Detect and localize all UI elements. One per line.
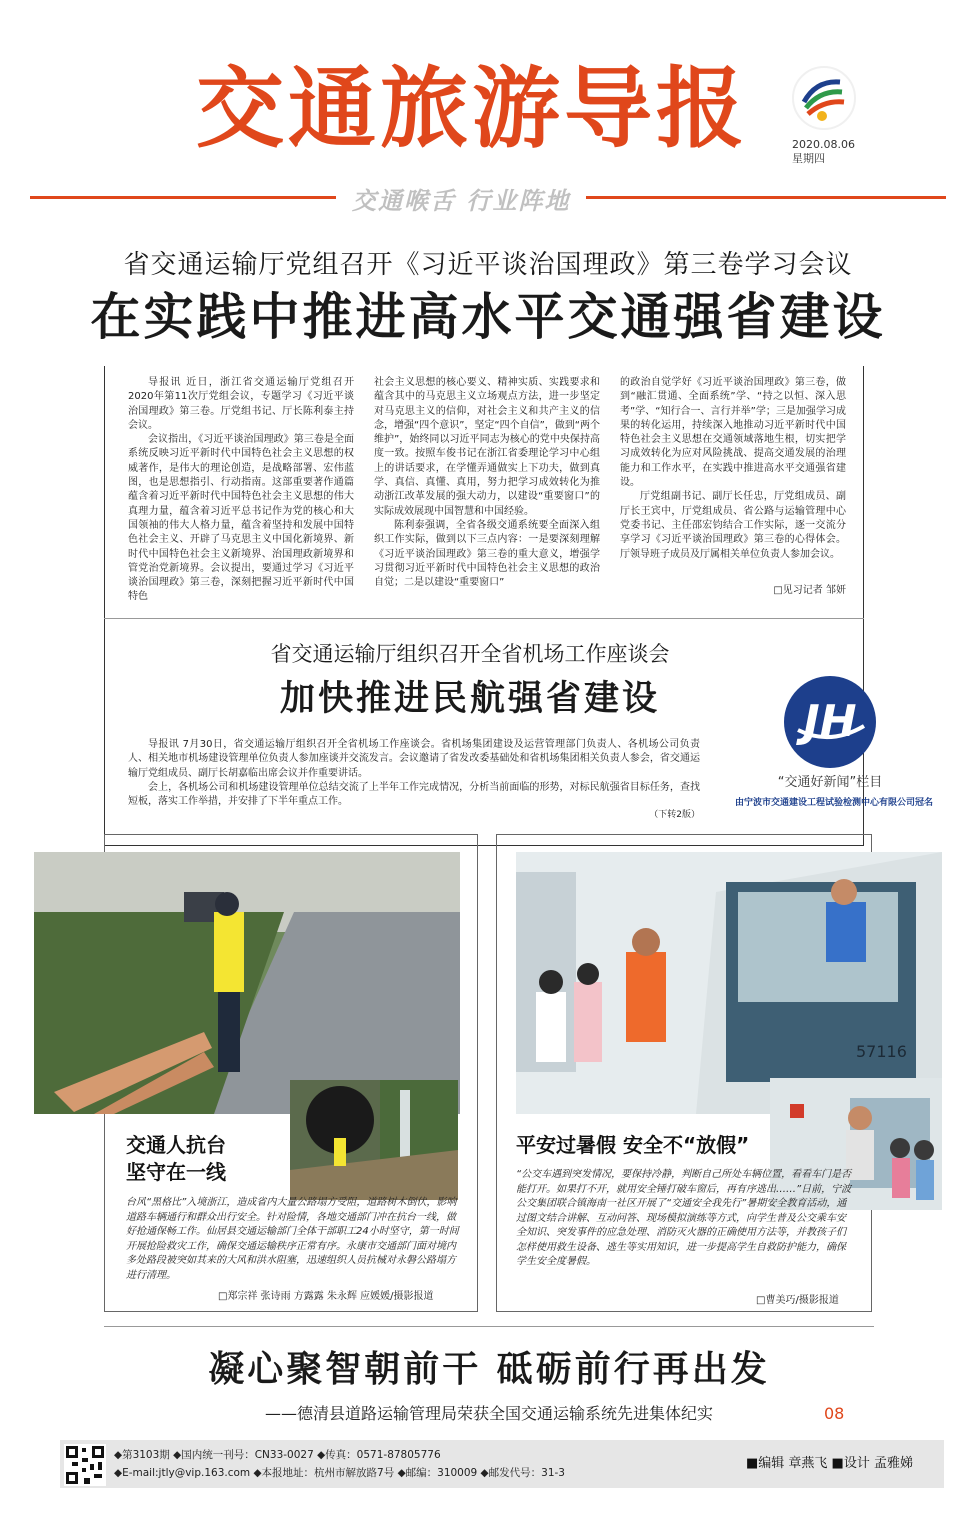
paragraph: 的政治自觉学好《习近平谈治国理政》第三卷，做到“融汇贯通、全面系统”学、“持之以恒、深入思考”学、“知行合一、言行并举”学；三是加强学习成果的转化运用，持续深入地推动习近平新时代中国特色社会主义思想在交通领域落地生根，切实把学习成效转化为应对风险挑战、提高交通发展的治理能力和工作水平，在实践中推进高水平交通强省建设。 xyxy=(620,377,846,489)
ad-column-label: “交通好新闻”栏目 xyxy=(777,775,883,790)
ad-sponsor: 由宁波市交通建设工程试验检测中心有限公司冠名 xyxy=(734,798,933,808)
typhoon-title-line-2: 坚守在一线 xyxy=(126,1160,226,1184)
story1-headline: 在实践中推进高水平交通强省建设 xyxy=(90,288,886,346)
footer-line-2: ◆E-mail:jtly@vip.163.com ◆本报地址：杭州市解放路7号 ◆邮编：310009 ◆邮发代号：31-3 xyxy=(114,1467,565,1479)
typhoon-title-line-1: 交通人抗台 xyxy=(126,1133,226,1157)
story2-kicker: 省交通运输厅组织召开全省机场工作座谈会 xyxy=(270,642,670,666)
section-divider xyxy=(104,618,864,619)
paragraph: 导报讯 7月30日，省交通运输厅组织召开全省机场工作座谈会。省机场集团建设及运营管理部门负责人、各机场公司负责人、相关地市机场建设管理单位负责人参加座谈并交流发言。会议邀请了省发改委基础处和省机场集团相关负责人参会，省交通运输厅党组成员、副厅长胡嘉临出席会议并作重要讲话。 xyxy=(128,739,700,779)
typhoon-caption: 台风“黑格比”入境浙江，造成省内大量公路塌方受阻，道路树木倒伏，影响道路车辆通行和群众出行安全。针对险情，各地交通部门冲在抗台一线，做好抢通保畅工作。仙居县交通运输部门全体干部职工24小时坚守，第一时间开展抢险救灾工作，确保交通运输秩序正常有序。永康市交通部门面对境内多处路段被突如其来的大风和洪水阻塞，迅速组织人员抗械对永磐公路塌方进行清理。 xyxy=(126,1197,459,1281)
issue-weekday: 星期四 xyxy=(792,152,825,165)
paragraph: 社会主义思想的核心要义、精神实质、实践要求和蕴含其中的马克思主义立场观点方法，进一步坚定对马克思主义的信仰，对社会主义和共产主义的信念，增强“四个意识”，坚定“四个自信”，做到“两个维护”，始终同以习近平同志为核心的党中央保持高度一致。按照车俊书记在浙江省委理论学习中心组上的讲话要求，在学懂弄通做实上下功夫，做到真学、真信、真懂、真用，努力把学习成效转化为推动浙江改革发展的强大动力，以建设“重要窗口”的实际成效展现中国智慧和中国经验。 xyxy=(374,377,600,517)
bus-safety-title: 平安过暑假 安全不“放假” xyxy=(516,1133,750,1157)
story1-column-1 xyxy=(128,376,354,605)
svg-text:JH: JH xyxy=(803,696,857,747)
issue-date xyxy=(792,138,855,166)
footer-line-1: ◆第3103期 ◆国内统一刊号：CN33-0027 ◆传真：0571-87805776 xyxy=(114,1449,441,1461)
masthead-title: 交通旅游导报 xyxy=(196,56,749,160)
story1-column-3 xyxy=(620,376,846,562)
story1-byline: □见习记者 邹妍 xyxy=(773,585,846,596)
story3-headline: 凝心聚智朝前干 砥砺前行再出发 xyxy=(208,1349,770,1390)
bus-safety-caption: “公交车遇到突发情况，要保持冷静，判断自己所处车辆位置，看看车门是否能打开。如果打不开，就用安全锤打破车窗后，再有序逃出……”日前，宁波公交集团联合镇海南一社区开展了“交通安全我先行”暑期安全教育活动，通过图文结合讲解、互动问答、现场模拟演练等方式，向学生普及公交乘车安全知识、突发事件的应急处理、消防灭火器的正确使用方法等，并教孩子们怎样使用救生设备、逃生等实用知识，进一步提高学生自救防护能力，确保学生安全度暑假。 xyxy=(516,1169,852,1267)
section-divider xyxy=(104,1326,874,1327)
paragraph: 导报讯 近日，浙江省交通运输厅党组召开2020年第11次厅党组会议，专题学习《习近平谈治国理政》第三卷。厅党组书记、厅长陈利泰主持会议。 xyxy=(128,377,354,431)
qr-code-icon xyxy=(64,1444,106,1486)
paragraph: 会上，各机场公司和机场建设管理单位总结交流了上半年工作完成情况，分析当前面临的形势，对标民航强省目标任务，查找短板，落实工作举措，并安排了下半年重点工作。 xyxy=(128,781,700,808)
bus-safety-credit: □曹美巧/摄影报道 xyxy=(756,1295,839,1306)
story2-headline: 加快推进民航强省建设 xyxy=(279,679,660,719)
story2-body xyxy=(128,738,700,821)
issue-date-value: 2020.08.06 xyxy=(792,138,855,151)
masthead-slogan: 交通喉舌 行业阵地 xyxy=(336,186,586,216)
bus-number: 57116 xyxy=(856,1042,907,1061)
good-news-logo-icon xyxy=(784,676,876,768)
story1-column-2 xyxy=(374,376,600,590)
paragraph: 厅党组副书记、副厅长任忠，厅党组成员、副厅长王宾中，厅党组成员、省公路与运输管理中心党委书记、主任邵宏钧结合工作实际，逐一交流分享学习《习近平谈治国理政》第三卷的心得体会。厅领导班子成员及厅属相关单位负责人参加会议。 xyxy=(620,491,846,560)
paragraph: 会议指出，《习近平谈治国理政》第三卷是全面系统反映习近平新时代中国特色社会主义思想的权威著作，是伟大的理论创造，是战略部署、宏伟蓝图，也是思想指引、行动指南。这部重要著作通篇蕴含着习近平新时代中国特色社会主义思想的伟大真理力量，蕴含着习近平总书记作为党的核心和大国领袖的伟大人格力量，蕴含着坚持和发展中国特色社会主义、开辟了马克思主义中国化新境界、新时代中国特色社会主义新境界、治国理政新境界和管党治党新境界。会议提出，要通过学习《习近平谈治国理政》第三卷，深刻把握习近平新时代中国特色 xyxy=(128,434,354,603)
story3-page-ref: 08 xyxy=(824,1404,845,1423)
story1-kicker: 省交通运输厅党组召开《习近平谈治国理政》第三卷学习会议 xyxy=(123,250,853,280)
paragraph: 陈利泰强调，全省各级交通系统要全面深入组织工作实际，做到以下三点内容：一是要深刻理解《习近平谈治国理政》第三卷的重大意义，增强学习贯彻习近平新时代中国特色社会主义思想的政治自觉；二是以建设“重要窗口” xyxy=(374,519,600,589)
typhoon-tunnel-photo xyxy=(290,1080,458,1200)
typhoon-title xyxy=(126,1132,226,1186)
story2-continued: （下转2版） xyxy=(649,810,700,821)
story3-subhead: ——德清县道路运输管理局荣获全国交通运输系统先进集体纪实 xyxy=(264,1404,713,1423)
newspaper-logo-icon xyxy=(792,66,856,130)
footer-editor: ■编辑 章燕飞 ■设计 孟雅娣 xyxy=(746,1456,913,1471)
typhoon-credit: □郑宗祥 张诗雨 方露露 朱永辉 应媛媛/摄影报道 xyxy=(218,1291,434,1302)
bus-safety-main-photo xyxy=(516,852,942,1114)
typhoon-main-photo xyxy=(34,852,460,1114)
